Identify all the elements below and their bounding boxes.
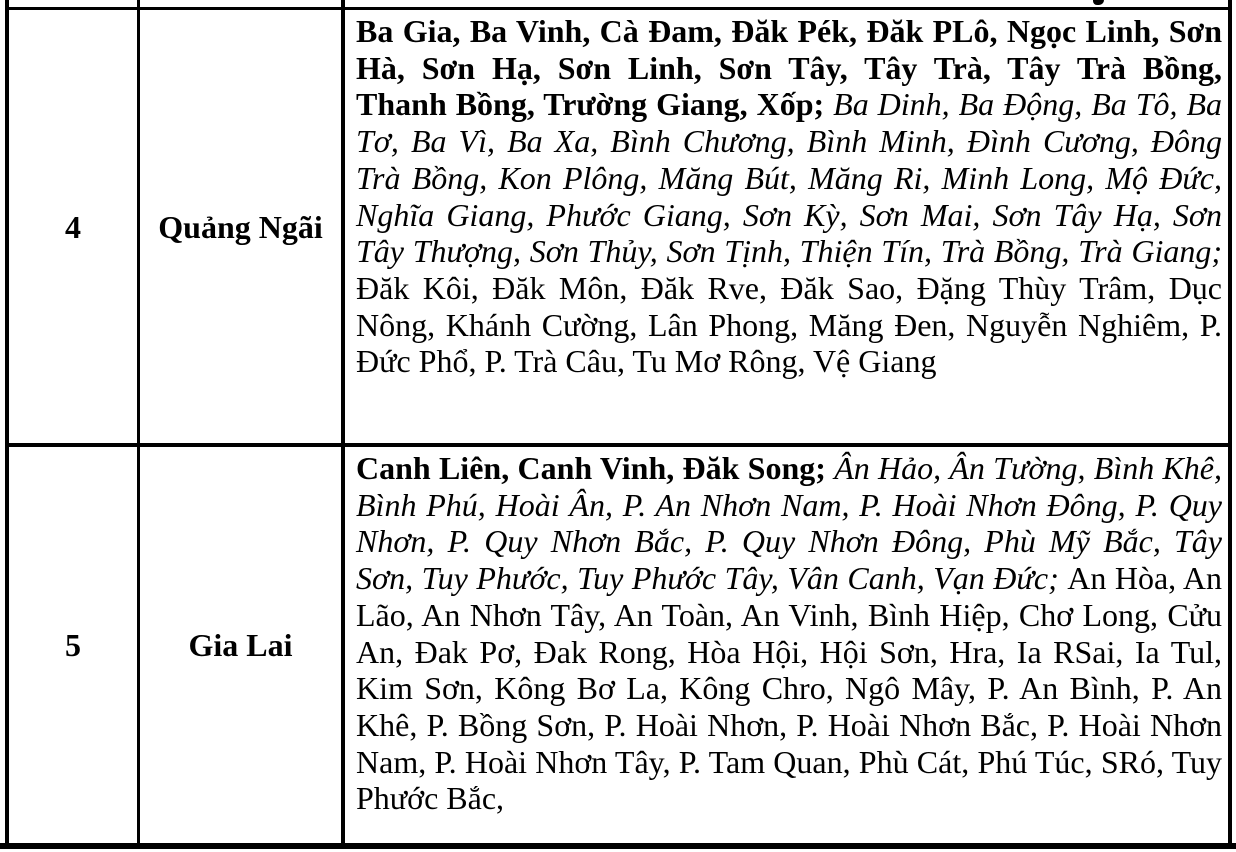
localities-regular-segment: Đăk Kôi, Đăk Môn, Đăk Rve, Đăk Sao, Đặng Thùy Trâm, Dục Nông, Khánh Cường, Lân Phong, Măng Đen, Nguyễn Nghiêm, P. Đức Phổ, P. Trà Câu, Tu Mơ Rông, Vệ Giang — [356, 269, 1222, 380]
table-row — [9, 10, 1228, 447]
province-cell — [140, 447, 345, 843]
localities-cell — [345, 447, 1228, 843]
localities-bold-segment: Ba Gia, Ba Vinh, Cà Đam, Đăk Pék, Đăk PLô, Ngọc Linh, Sơn Hà, Sơn Hạ, Sơn Linh, Sơn Tây, Tây Trà, Tây Trà Bồng, Thanh Bồng, Trường Giang, Xốp; — [356, 13, 1222, 123]
provinces-table — [5, 0, 1232, 843]
province-name: Gia Lai — [188, 627, 293, 663]
row-number: 4 — [65, 208, 81, 245]
localities-bold-segment: Canh Liên, Canh Vinh, Đăk Song; — [356, 450, 835, 486]
localities-cell — [345, 10, 1228, 443]
row-number: 5 — [65, 627, 81, 663]
row-number-cell — [9, 447, 140, 843]
province-name: Quảng Ngãi — [158, 208, 323, 245]
province-cell — [140, 10, 345, 443]
localities-italic-segment: Ân Hảo, Ân Tường, Bình Khê, Bình Phú, Hoài Ân, P. An Nhơn Nam, P. Hoài Nhơn Đông, P. Quy Nhơn, P. Quy Nhơn Bắc, P. Quy Nhơn Đông, Phù Mỹ Bắc, Tây Sơn, Tuy Phước, Tuy Phước Tây, Vân Canh, Vạn Đức; — [356, 450, 1223, 597]
localities-regular-segment: An Hòa, An Lão, An Nhơn Tây, An Toàn, An Vinh, Bình Hiệp, Chơ Long, Cửu An, Đak Pơ, Đak Rong, Hòa Hội, Hội Sơn, Hra, Ia RSai, Ia Tul, Kim Sơn, Kông Bơ La, Kông Chro, Ngô Mây, P. An Bình, P. An Khê, P. Bồng Sơn, P. Hoài Nhơn, P. Hoài Nhơn Bắc, P. Hoài Nhơn Nam, P. Hoài Nhơn Tây, P. Tam Quan, Phù Cát, Phú Túc, SRó, Tuy Phước Bắc, — [356, 560, 1223, 817]
previous-row-fragment — [9, 0, 1228, 10]
row-number-cell — [9, 10, 140, 443]
previous-row-number-cell — [9, 0, 140, 7]
previous-row-province-cell — [140, 0, 345, 7]
page-break-border — [0, 843, 1236, 849]
localities-italic-segment: Ba Dinh, Ba Động, Ba Tô, Ba Tơ, Ba Vì, Ba Xa, Bình Chương, Bình Minh, Đình Cương, Đông Trà Bồng, Kon Plông, Măng Bút, Măng Ri, Minh Long, Mộ Đức, Nghĩa Giang, Phước Giang, Sơn Kỳ, Sơn Mai, Sơn Tây Hạ, Sơn Tây Thượng, Sơn Thủy, Sơn Tịnh, Thiện Tín, Trà Bồng, Trà Giang; — [356, 86, 1223, 270]
table-row — [9, 447, 1228, 843]
